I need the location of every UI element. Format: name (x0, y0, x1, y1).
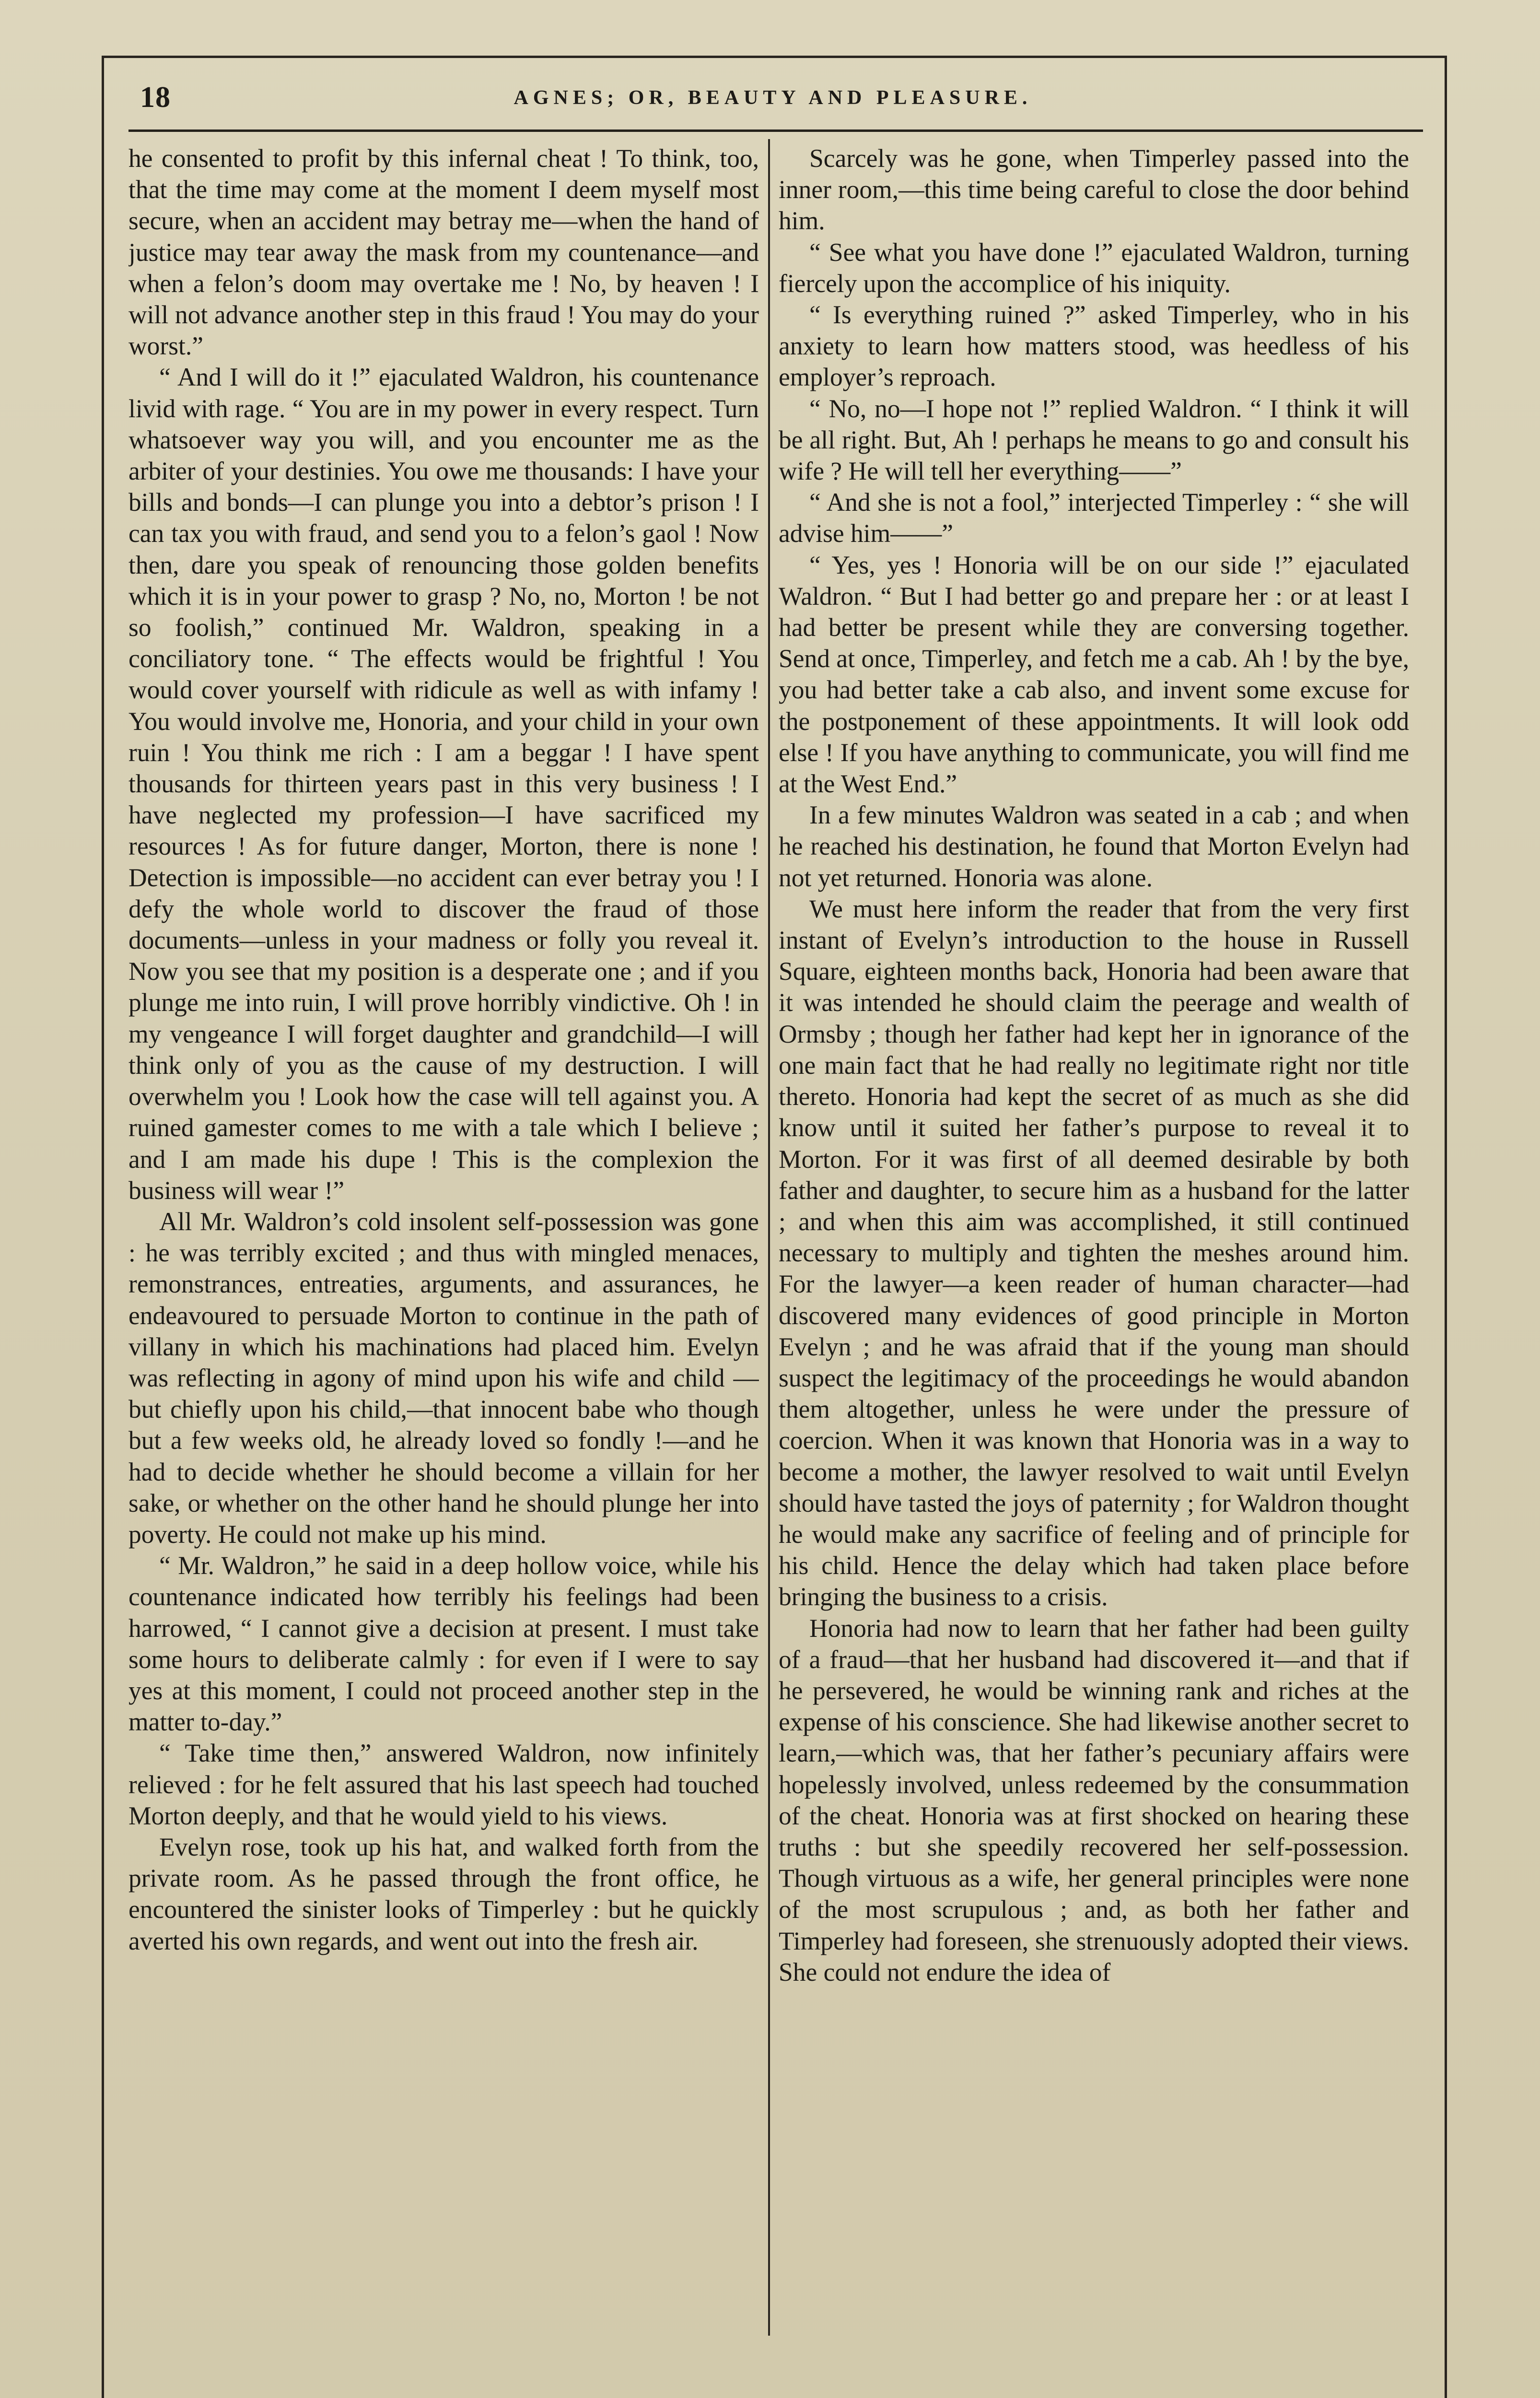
header-rule (128, 129, 1423, 132)
paragraph: “ Take time then,” answered Waldron, now infinitely relieved : for he felt assured that his last speech had touched Morton deeply, and that he would yield to his views. (128, 1739, 759, 1830)
paragraph: “ And she is not a fool,” interjected Timperley : “ she will advise him——” (779, 488, 1409, 548)
paragraph: “ Is everything ruined ?” asked Timperley, who in his anxiety to learn how matters stood, was heedless of his employer’s reproach. (779, 300, 1409, 392)
paragraph: In a few minutes Waldron was seated in a cab ; and when he reached his destination, he found that Morton Evelyn had not yet returned. Honoria was alone. (779, 800, 1409, 892)
paragraph: “ See what you have done !” ejaculated Waldron, turning fiercely upon the accomplice of his iniquity. (779, 237, 1409, 298)
page-header (130, 81, 1415, 119)
paragraph: “ No, no—I hope not !” replied Waldron. “ I think it will be all right. But, Ah ! perhaps he means to go and consult his wife ? He will tell her everything——” (779, 394, 1409, 486)
paragraph: “ And I will do it !” ejaculated Waldron, his countenance livid with rage. “ You are in my power in every respect. Turn whatsoever way you will, and you encounter me as the arbiter of your destinies. You owe me thousands: I have your bills and bonds—I can plunge you into a debtor’s prison ! I can tax you with fraud, and send you to a felon’s gaol ! Now then, dare you speak of renouncing those golden benefits which it is in your power to grasp ? No, no, Morton ! be not so foolish,” continued Mr. Waldron, speaking in a conciliatory tone. “ The effects would be frightful ! You would cover yourself with ridicule as well as with infamy ! You would involve me, Honoria, and your child in your own ruin ! You think me rich : I am a beggar ! I have spent thousands for thirteen years past in this very business ! I have neglected my profession—I have sacrificed my resources ! As for future danger, Morton, there is none ! Detection is impossible—no accident can ever betray you ! I defy the whole world to discover the fraud of those documents—unless in your madness or folly you reveal it. Now you see that my position is a desperate one ; and if you plunge me into ruin, I will prove horribly vindictive. Oh ! in my vengeance I will forget daughter and grandchild—I will think only of you as the cause of my destruction. I will overwhelm you ! Look how the case will tell against you. A ruined gamester comes to me with a tale which I believe ; and I am made his dupe ! This is the complexion the business will wear !” (128, 363, 759, 1205)
page-number: 18 (140, 81, 171, 114)
paragraph: Evelyn rose, took up his hat, and walked forth from the private room. As he passed through the front office, he encountered the sinister looks of Timperley : but he quickly averted his own regards, and went out into the fresh air. (128, 1832, 759, 1955)
running-head: AGNES; OR, BEAUTY AND PLEASURE. (513, 87, 1032, 109)
paragraph: “ Mr. Waldron,” he said in a deep hollow voice, while his countenance indicated how terribly his feelings had been harrowed, “ I cannot give a decision at present. I must take some hours to deliberate calmly : for even if I were to say yes at this moment, I could not proceed another step in the matter to-day.” (128, 1551, 759, 1737)
left-column (128, 143, 759, 2330)
paragraph: Honoria had now to learn that her father had been guilty of a fraud—that her husband had discovered it—and that if he persevered, he would be winning rank and riches at the expense of his conscience. She had likewise another secret to learn,—which was, that her father’s pecuniary affairs were hopelessly involved, unless redeemed by the consummation of the cheat. Honoria was at first shocked on hearing these truths : but she speedily recovered her self-possession. Though virtuous as a wife, her general principles were none of the most scrupulous ; and, as both her father and Timperley had foreseen, she strenuously adopted their views. She could not endure the idea of (779, 1613, 1409, 1987)
paragraph: Scarcely was he gone, when Timperley passed into the inner room,—this time being careful to close the door behind him. (779, 144, 1409, 235)
paragraph: We must here inform the reader that from the very first instant of Evelyn’s introduction to the house in Russell Square, eighteen months back, Honoria had been aware that it was intended he should claim the peerage and wealth of Ormsby ; though her father had kept her in ignorance of the one main fact that he had really no legitimate right nor title thereto. Honoria had kept the secret of as much as she did know until it suited her father’s purpose to reveal it to Morton. For it was first of all deemed desirable by both father and daughter, to secure him as a husband for the latter ; and when this aim was accomplished, it still continued necessary to multiply and tighten the meshes around him. For the lawyer—a keen reader of human character—had discovered many evidences of good principle in Morton Evelyn ; and he was afraid that if the young man should suspect the legitimacy of the proceedings he would abandon them altogether, unless he were under the pressure of coercion. When it was known that Honoria was in a way to become a mother, the lawyer resolved to wait until Evelyn should have tasted the joys of paternity ; for Waldron thought he would make any sacrifice of feeling and of principle for his child. Hence the delay which had taken place before bringing the business to a crisis. (779, 894, 1409, 1611)
paragraph: he consented to profit by this infernal cheat ! To think, too, that the time may come at the moment I deem myself most secure, when an accident may betray me—when the hand of justice may tear away the mask from my countenance—and when a felon’s doom may overtake me ! No, by heaven ! I will not advance another step in this fraud ! You may do your worst.” (128, 144, 759, 361)
paragraph: All Mr. Waldron’s cold insolent self-possession was gone : he was terribly excited ; and thus with mingled menaces, remonstrances, entreaties, arguments, and assurances, he endeavoured to persuade Morton to continue in the path of villany in which his machinations had placed him. Evelyn was reflecting in agony of mind upon his wife and child —but chiefly upon his child,—that innocent babe who though but a few weeks old, he already loved so fondly !—and he had to decide whether he should become a villain for her sake, or whether on the other hand he should plunge her into poverty. He could not make up his mind. (128, 1207, 759, 1549)
column-divider (768, 139, 770, 2336)
right-column (779, 143, 1409, 2330)
paragraph: “ Yes, yes ! Honoria will be on our side !” ejaculated Waldron. “ But I had better go and prepare her : or at least I had better be present while they are conversing together. Send at once, Timperley, and fetch me a cab. Ah ! by the bye, you had better take a cab also, and invent some excuse for the postponement of these appointments. It will look odd else ! If you have anything to communicate, you will find me at the West End.” (779, 550, 1409, 799)
